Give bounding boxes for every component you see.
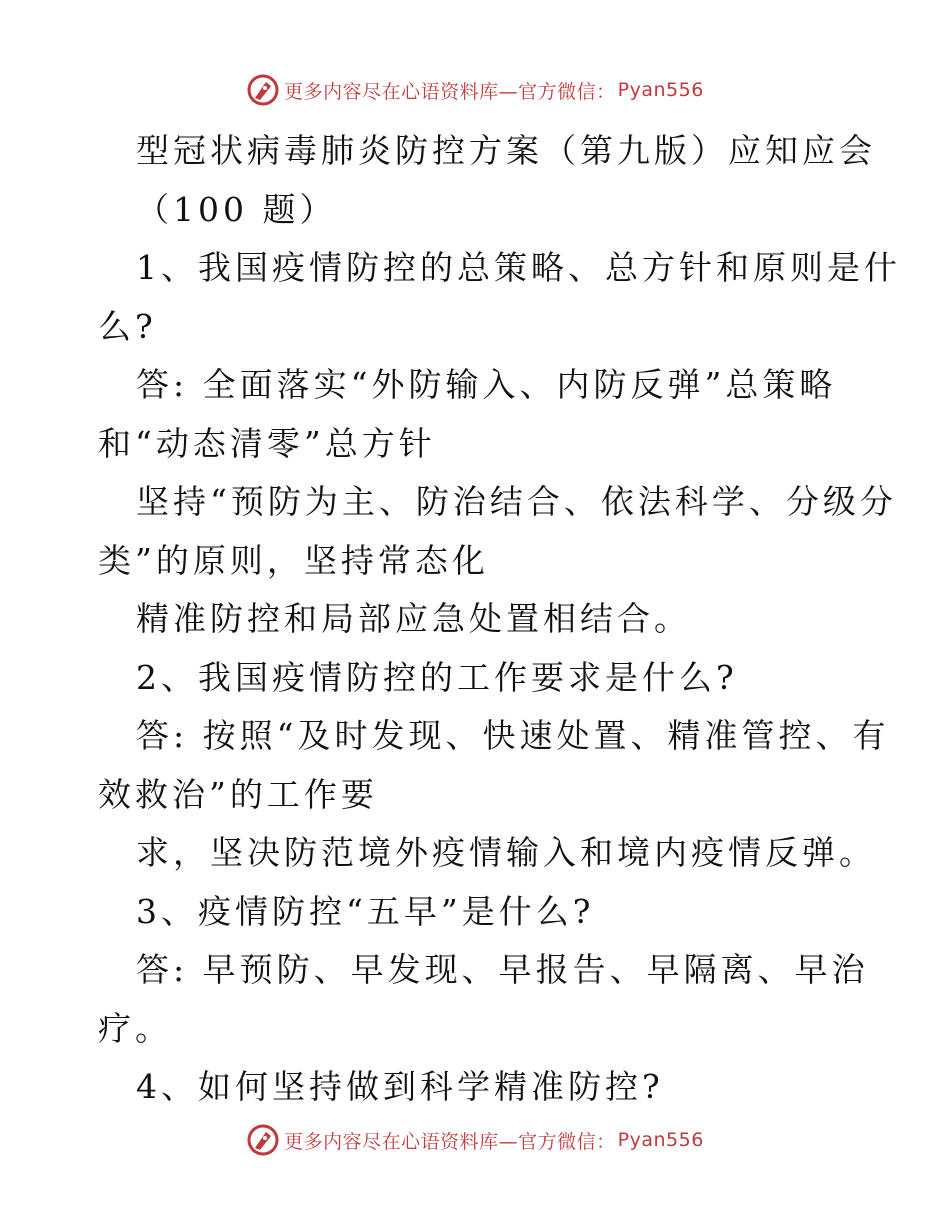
watermark-handle: Pyan556	[617, 79, 704, 101]
watermark-handle: Pyan556	[617, 1129, 704, 1151]
answer-1-line-5: 精准防控和局部应急处置相结合。	[136, 599, 691, 638]
answer-1-line-4: 类”的原则，坚持常态化	[98, 540, 489, 580]
answer-2-line-1: 答: 按照“及时发现、快速处置、精准管控、有	[136, 716, 890, 755]
answer-1-line-2: 和“动态清零”总方针	[98, 423, 436, 463]
answer-2-line-3: 求，坚决防范境外疫情输入和境内疫情反弹。	[136, 833, 876, 872]
answer-3-line-1: 答: 早预防、早发现、早报告、早隔离、早治	[136, 950, 869, 989]
question-1-line-2: 么?	[98, 306, 157, 346]
answer-2-line-2: 效救治”的工作要	[98, 774, 378, 814]
question-1-line-1: 1、我国疫情防控的总策略、总方针和原则是什	[136, 248, 901, 287]
watermark-text: 更多内容尽在心语资料库—官方微信：	[284, 1130, 616, 1153]
document-title-line-2: （100 题）	[136, 189, 337, 229]
document-title-line-1: 型冠状病毒肺炎防控方案（第九版）应知应会	[136, 131, 876, 170]
pen-nib-logo-icon	[246, 1123, 280, 1157]
answer-1-line-1: 答: 全面落实“外防输入、内防反弹”总策略	[136, 365, 837, 404]
question-4: 4、如何坚持做到科学精准防控?	[136, 1067, 664, 1106]
question-3: 3、疫情防控“五早”是什么?	[136, 891, 595, 931]
header-watermark	[0, 70, 950, 110]
answer-3-line-2: 疗。	[98, 1008, 172, 1048]
question-2: 2、我国疫情防控的工作要求是什么?	[136, 657, 738, 697]
pen-nib-logo-icon	[246, 73, 280, 107]
document-body	[98, 122, 901, 1117]
footer-watermark	[0, 1120, 950, 1160]
watermark-text: 更多内容尽在心语资料库—官方微信：	[284, 80, 616, 103]
answer-1-line-3: 坚持“预防为主、防治结合、依法科学、分级分	[136, 482, 897, 521]
